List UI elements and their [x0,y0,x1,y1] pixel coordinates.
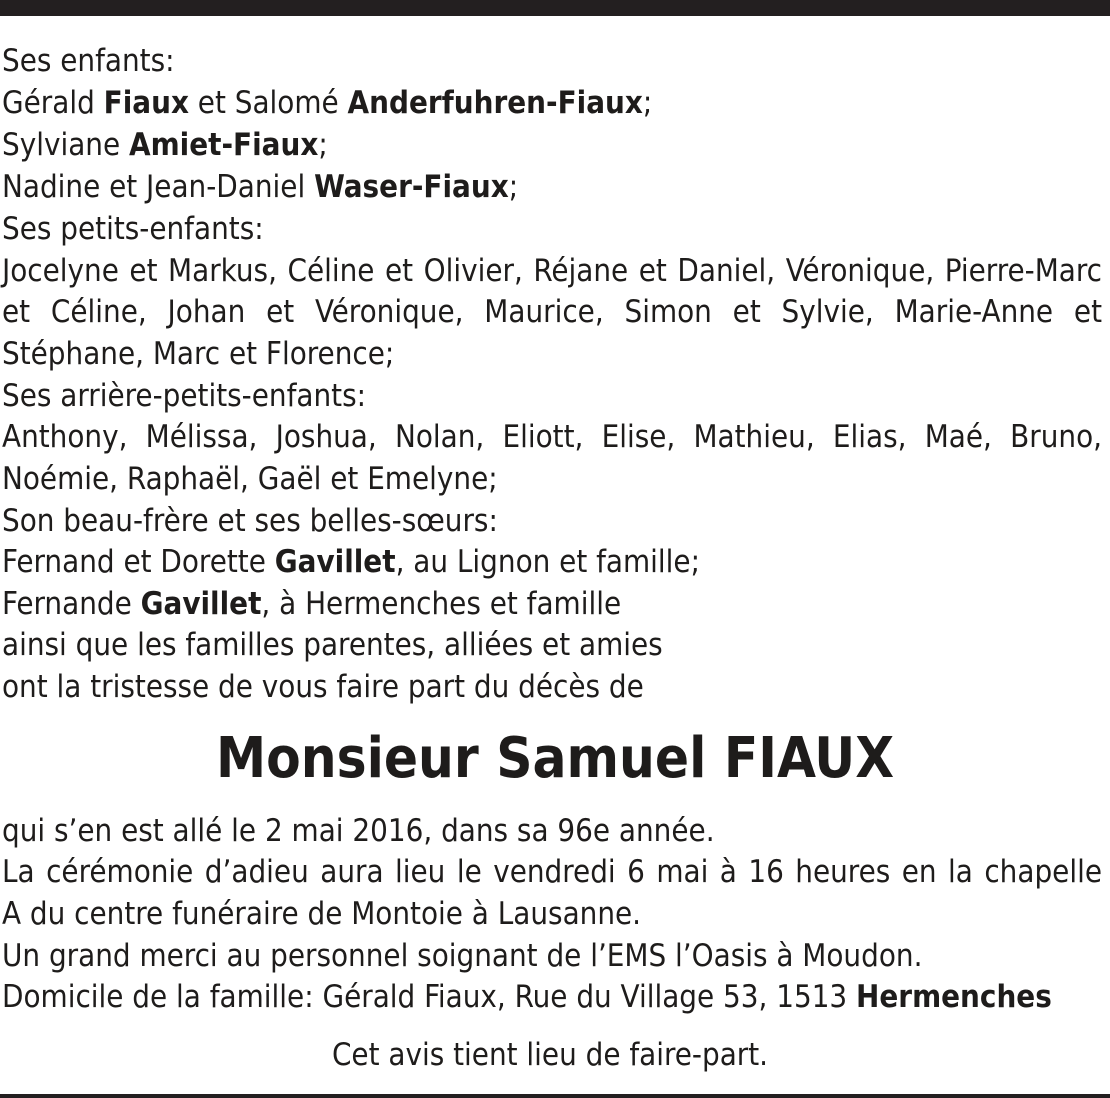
ceremony-line-1: La cérémonie d’adieu aura lieu le vendredi 6 mai à 16 heures en la chapelle [2,854,1102,890]
deceased-name: Monsieur Samuel FIAUX [215,726,895,791]
inlaws-heading: Son beau-frère et ses belles-sœurs: [2,503,498,539]
bottom-rule [0,1094,1110,1098]
announcement-line: ont la tristesse de vous faire part du décès de [2,669,644,705]
children-heading: Ses enfants: [2,43,175,79]
ceremony-line-2: A du centre funéraire de Montoie à Lausanne. [2,896,642,932]
inlaw-line-1: Fernand et Dorette Gavillet, au Lignon et famille; [2,544,700,580]
footer-note: Cet avis tient lieu de faire-part. [331,1037,769,1073]
grandchildren-heading: Ses petits-enfants: [2,211,264,247]
inlaw-line-2: Fernande Gavillet, à Hermenches et famille [2,586,622,622]
child-line-1: Gérald Fiaux et Salomé Anderfuhren-Fiaux; [2,85,653,121]
grandchildren-line-3: Stéphane, Marc et Florence; [2,336,395,372]
great-grandchildren-heading: Ses arrière-petits-enfants: [2,378,367,414]
great-grandchildren-line-2: Noémie, Raphaël, Gaël et Emelyne; [2,461,498,497]
top-rule [0,0,1110,16]
grandchildren-line-1: Jocelyne et Markus, Céline et Olivier, Réjane et Daniel, Véronique, Pierre-Marc [2,253,1102,289]
child-line-2: Sylviane Amiet-Fiaux; [2,127,328,163]
thanks-line: Un grand merci au personnel soignant de l’EMS l’Oasis à Moudon. [2,938,923,974]
death-date-line: qui s’en est allé le 2 mai 2016, dans sa 96e année. [2,813,715,849]
great-grandchildren-line-1: Anthony, Mélissa, Joshua, Nolan, Eliott, Elise, Mathieu, Elias, Maé, Bruno, [2,419,1102,455]
child-line-3: Nadine et Jean-Daniel Waser-Fiaux; [2,169,519,205]
domicile-line: Domicile de la famille: Gérald Fiaux, Rue du Village 53, 1513 Hermenches [2,979,1052,1015]
grandchildren-line-2: et Céline, Johan et Véronique, Maurice, Simon et Sylvie, Marie-Anne et [2,294,1102,330]
relatives-line: ainsi que les familles parentes, alliées et amies [2,627,663,663]
